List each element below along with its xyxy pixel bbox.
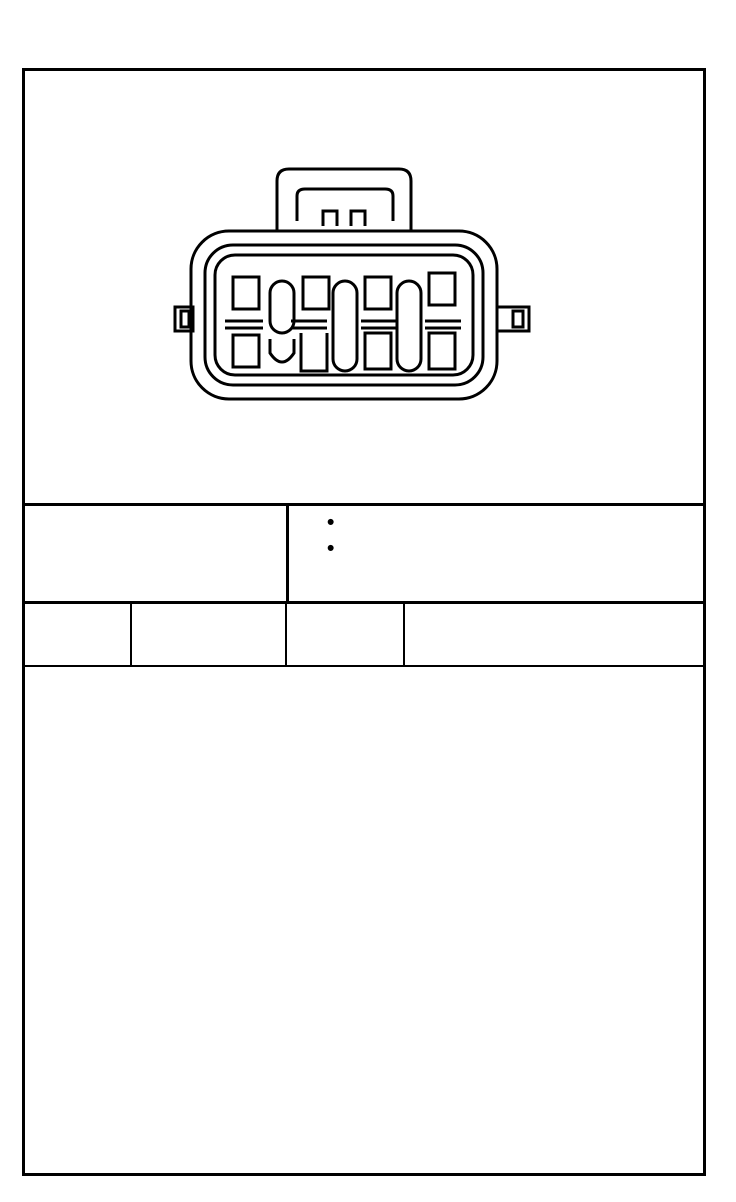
divider-c <box>291 321 327 328</box>
pin-box-d <box>233 277 259 309</box>
connector-info-list <box>327 510 349 562</box>
header-wire-color <box>131 601 286 666</box>
bullet-icon: • <box>327 537 335 560</box>
latch-slot <box>323 211 365 226</box>
pin-box-b <box>365 277 391 309</box>
oval-2 <box>333 281 357 371</box>
pin-box-c <box>303 277 329 309</box>
pin-box-e <box>233 335 259 367</box>
pin-box-f <box>301 333 327 371</box>
oval-1 <box>270 281 294 333</box>
pin-box-g <box>365 333 391 369</box>
connector-part-info <box>25 506 703 604</box>
housing-inner <box>205 245 483 385</box>
header-circuit-no <box>286 601 404 666</box>
divider-a <box>425 321 461 328</box>
bullet-icon: • <box>327 511 335 534</box>
divider-b <box>361 321 397 328</box>
latch-inner <box>297 189 393 221</box>
divider-d <box>225 321 263 328</box>
connector-sheet <box>22 68 706 1176</box>
header-function <box>404 601 703 666</box>
pin-box-a <box>429 273 455 305</box>
connector-diagram <box>25 71 703 506</box>
table-header-row <box>25 601 703 666</box>
oval-3 <box>397 281 421 371</box>
connector-info-label <box>25 506 289 601</box>
header-pin <box>25 601 131 666</box>
pin-box-h <box>429 333 455 369</box>
left-ear-inner <box>181 311 189 327</box>
connector-face-drawing <box>25 71 703 503</box>
pinout-table <box>25 601 703 667</box>
right-ear-inner <box>513 311 523 327</box>
oval-1-lower <box>270 339 294 362</box>
